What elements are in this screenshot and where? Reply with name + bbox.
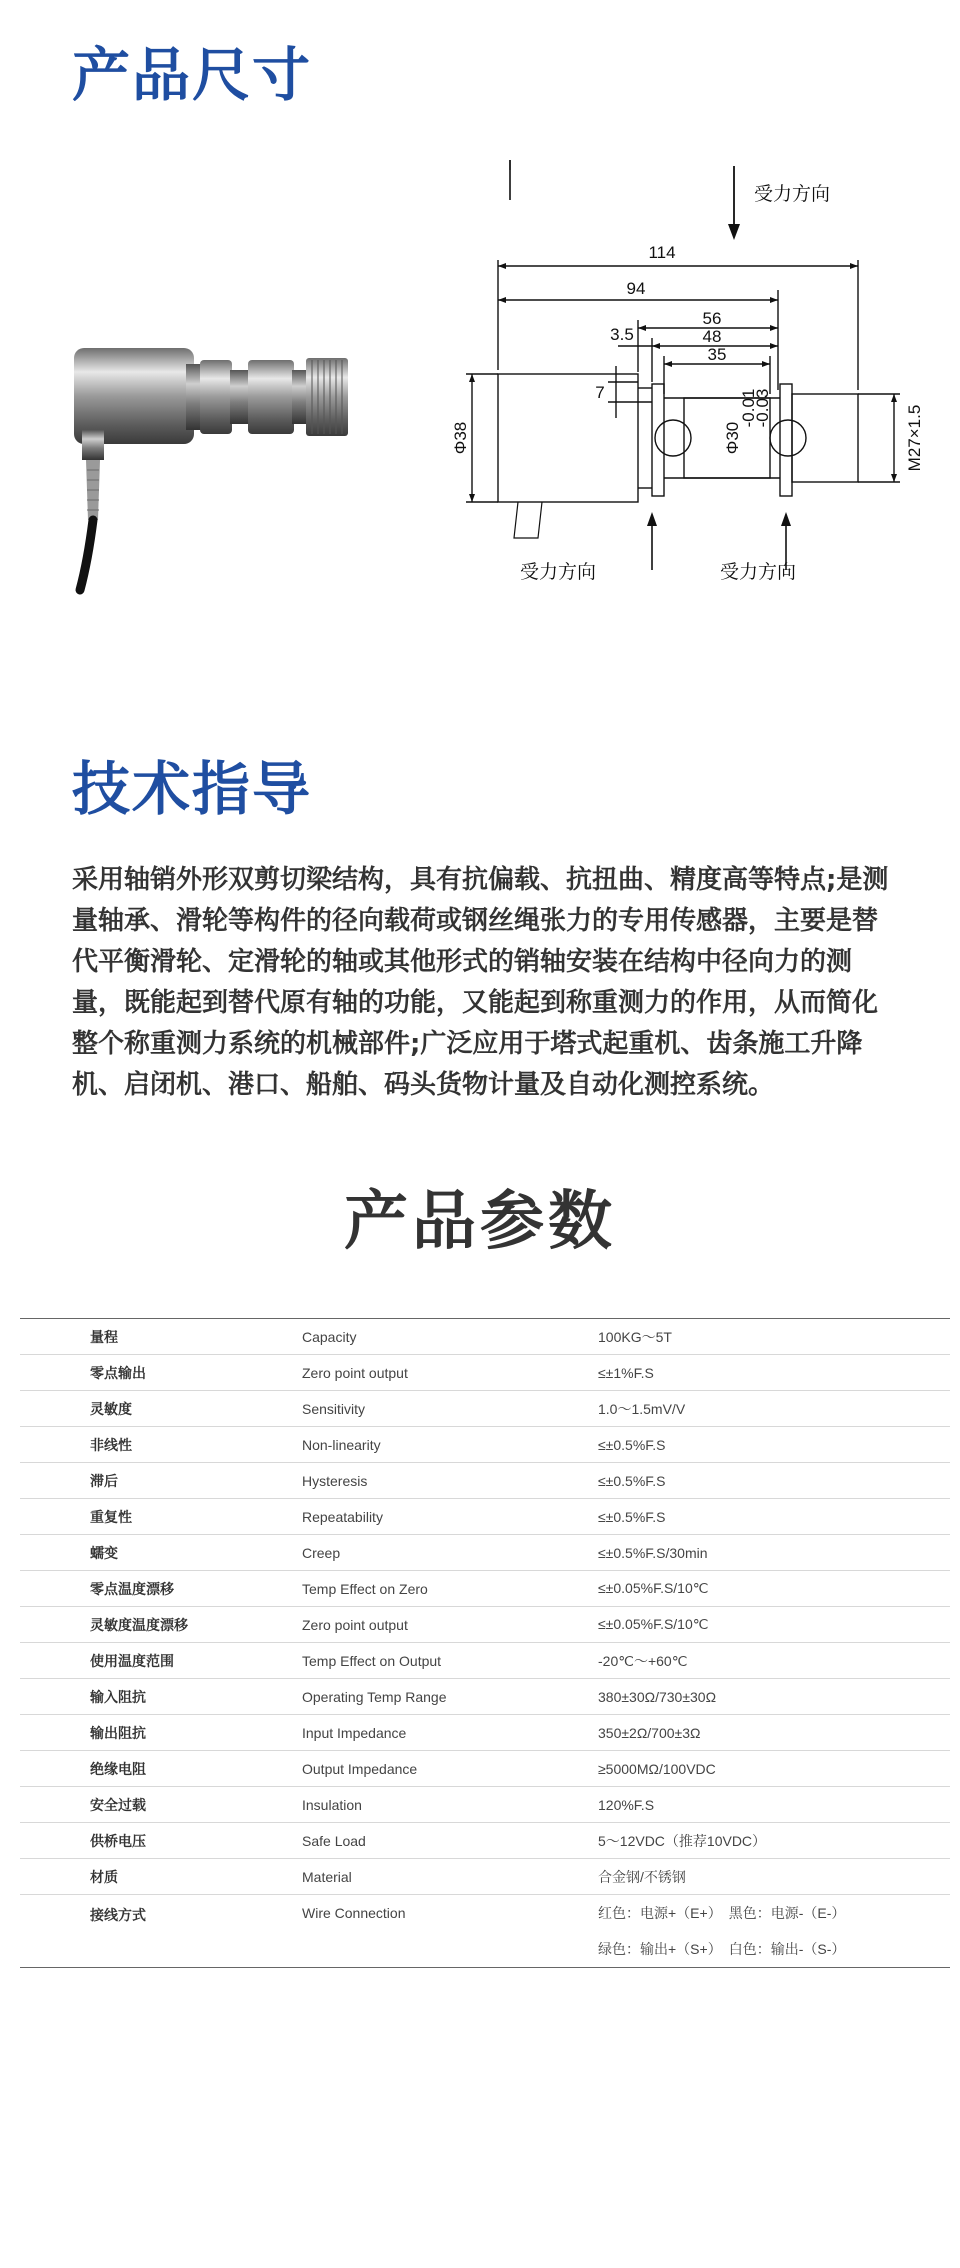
param-name-cn: 输入阻抗 bbox=[20, 1679, 302, 1715]
section-title-dimensions: 产品尺寸 bbox=[72, 41, 313, 109]
param-value: ≤±0.5%F.S bbox=[598, 1463, 950, 1499]
param-name-en: Output Impedance bbox=[302, 1751, 598, 1787]
param-name-en: Wire Connection bbox=[302, 1905, 406, 1921]
force-direction-label-top: 受力方向 bbox=[754, 183, 831, 205]
param-name-en: Zero point output bbox=[302, 1607, 598, 1643]
param-name-en: Capacity bbox=[302, 1319, 598, 1355]
param-name-en: Operating Temp Range bbox=[302, 1679, 598, 1715]
dim-thread: M27×1.5 bbox=[905, 404, 924, 472]
force-direction-label-right: 受力方向 bbox=[720, 561, 797, 583]
param-name-en: Zero point output bbox=[302, 1355, 598, 1391]
param-row bbox=[20, 1643, 950, 1679]
dim-35: 35 bbox=[707, 345, 727, 364]
dim-7: 7 bbox=[595, 383, 605, 402]
param-row bbox=[20, 1679, 950, 1715]
param-row bbox=[20, 1895, 950, 1968]
param-value: ≤±0.5%F.S/30min bbox=[598, 1535, 950, 1571]
param-row bbox=[20, 1463, 950, 1499]
dim-3-5: 3.5 bbox=[610, 325, 634, 344]
param-row bbox=[20, 1499, 950, 1535]
param-name-en: Temp Effect on Zero bbox=[302, 1571, 598, 1607]
param-name-cn: 输出阻抗 bbox=[20, 1715, 302, 1751]
param-value: 合金钢/不锈钢 bbox=[598, 1859, 950, 1895]
param-name-cn: 使用温度范围 bbox=[20, 1643, 302, 1679]
param-name-cn: 非线性 bbox=[20, 1427, 302, 1463]
param-name-cn: 重复性 bbox=[20, 1499, 302, 1535]
dim-114: 114 bbox=[648, 243, 676, 262]
param-name-en: Creep bbox=[302, 1535, 598, 1571]
param-value: ≤±1%F.S bbox=[598, 1355, 950, 1391]
param-row bbox=[20, 1427, 950, 1463]
param-name-en: Input Impedance bbox=[302, 1715, 598, 1751]
param-name-cn: 灵敏度温度漂移 bbox=[20, 1607, 302, 1643]
param-value: 380±30Ω/730±30Ω bbox=[598, 1679, 950, 1715]
param-value: ≤±0.5%F.S bbox=[598, 1499, 950, 1535]
dim-48: 48 bbox=[702, 327, 722, 346]
section-title-tech-guide: 技术指导 bbox=[72, 755, 313, 823]
dim-tol-lower: -0.03 bbox=[753, 388, 772, 428]
wire-connection-line-1: 红色：电源+（E+） 黑色：电源-（E-） bbox=[598, 1905, 846, 1921]
param-name-cn: 供桥电压 bbox=[20, 1823, 302, 1859]
param-name-en: Hysteresis bbox=[302, 1463, 598, 1499]
param-value: ≤±0.05%F.S/10℃ bbox=[598, 1571, 950, 1607]
param-row bbox=[20, 1715, 950, 1751]
dim-56: 56 bbox=[702, 309, 722, 328]
param-name-cn: 绝缘电阻 bbox=[20, 1751, 302, 1787]
param-name-cn: 接线方式 bbox=[90, 1907, 146, 1923]
param-name-en: Repeatability bbox=[302, 1499, 598, 1535]
param-name-cn: 量程 bbox=[20, 1319, 302, 1355]
param-value: 5～12VDC（推荐10VDC） bbox=[598, 1823, 950, 1859]
param-name-en: Sensitivity bbox=[302, 1391, 598, 1427]
param-value: 100KG～5T bbox=[598, 1319, 950, 1355]
param-name-en: Material bbox=[302, 1859, 598, 1895]
param-value: -20℃～+60℃ bbox=[598, 1643, 950, 1679]
param-row bbox=[20, 1859, 950, 1895]
param-value bbox=[598, 1895, 950, 1968]
param-name-cn: 零点温度漂移 bbox=[20, 1571, 302, 1607]
param-name-cn: 滞后 bbox=[20, 1463, 302, 1499]
param-row bbox=[20, 1391, 950, 1427]
param-name-cn: 零点输出 bbox=[20, 1355, 302, 1391]
param-value: ≤±0.5%F.S bbox=[598, 1427, 950, 1463]
param-name-cn: 灵敏度 bbox=[20, 1391, 302, 1427]
param-name-cn: 蠕变 bbox=[20, 1535, 302, 1571]
param-value: 350±2Ω/700±3Ω bbox=[598, 1715, 950, 1751]
param-row bbox=[20, 1751, 950, 1787]
force-direction-label-left: 受力方向 bbox=[520, 561, 597, 583]
param-row bbox=[20, 1319, 950, 1355]
dim-tol-upper: -0.01 bbox=[739, 388, 758, 428]
dim-phi30: Φ30 bbox=[723, 421, 742, 455]
params-table bbox=[20, 1318, 950, 1968]
param-name-cn: 安全过载 bbox=[20, 1787, 302, 1823]
param-row bbox=[20, 1571, 950, 1607]
param-name-en: Temp Effect on Output bbox=[302, 1643, 598, 1679]
dim-phi38: Φ38 bbox=[451, 421, 470, 455]
param-row bbox=[20, 1355, 950, 1391]
dim-94: 94 bbox=[626, 279, 646, 298]
tech-description: 采用轴销外形双剪切梁结构，具有抗偏载、抗扭曲、精度高等特点;是测量轴承、滑轮等构件的径向载荷或钢丝绳张力的专用传感器，主要是替代平衡滑轮、定滑轮的轴或其他形式的销轴安装在结构中径向力的测量，既能起到替代原有轴的功能，又能起到称重测力的作用，从而简化整个称重测力系统的机械部件;广泛应用于塔式起重机、齿条施工升降机、启闭机、港口、船舶、码头货物计量及自动化测控系统。 bbox=[72, 865, 889, 1100]
param-row bbox=[20, 1823, 950, 1859]
param-value: ≤±0.05%F.S/10℃ bbox=[598, 1607, 950, 1643]
param-row bbox=[20, 1535, 950, 1571]
wire-connection-line-2: 绿色：输出+（S+） 白色：输出-（S-） bbox=[598, 1941, 846, 1957]
force-arrow-top-group bbox=[720, 160, 920, 250]
param-value: 120%F.S bbox=[598, 1787, 950, 1823]
param-name-en: Safe Load bbox=[302, 1823, 598, 1859]
param-name-en: Non-linearity bbox=[302, 1427, 598, 1463]
param-row bbox=[20, 1787, 950, 1823]
param-value: 1.0～1.5mV/V bbox=[598, 1391, 950, 1427]
param-name-cn: 材质 bbox=[20, 1859, 302, 1895]
param-row bbox=[20, 1607, 950, 1643]
param-name-en: Insulation bbox=[302, 1787, 598, 1823]
product-photo bbox=[60, 320, 410, 620]
param-value: ≥5000MΩ/100VDC bbox=[598, 1751, 950, 1787]
section-title-params: 产品参数 bbox=[344, 1185, 616, 1259]
